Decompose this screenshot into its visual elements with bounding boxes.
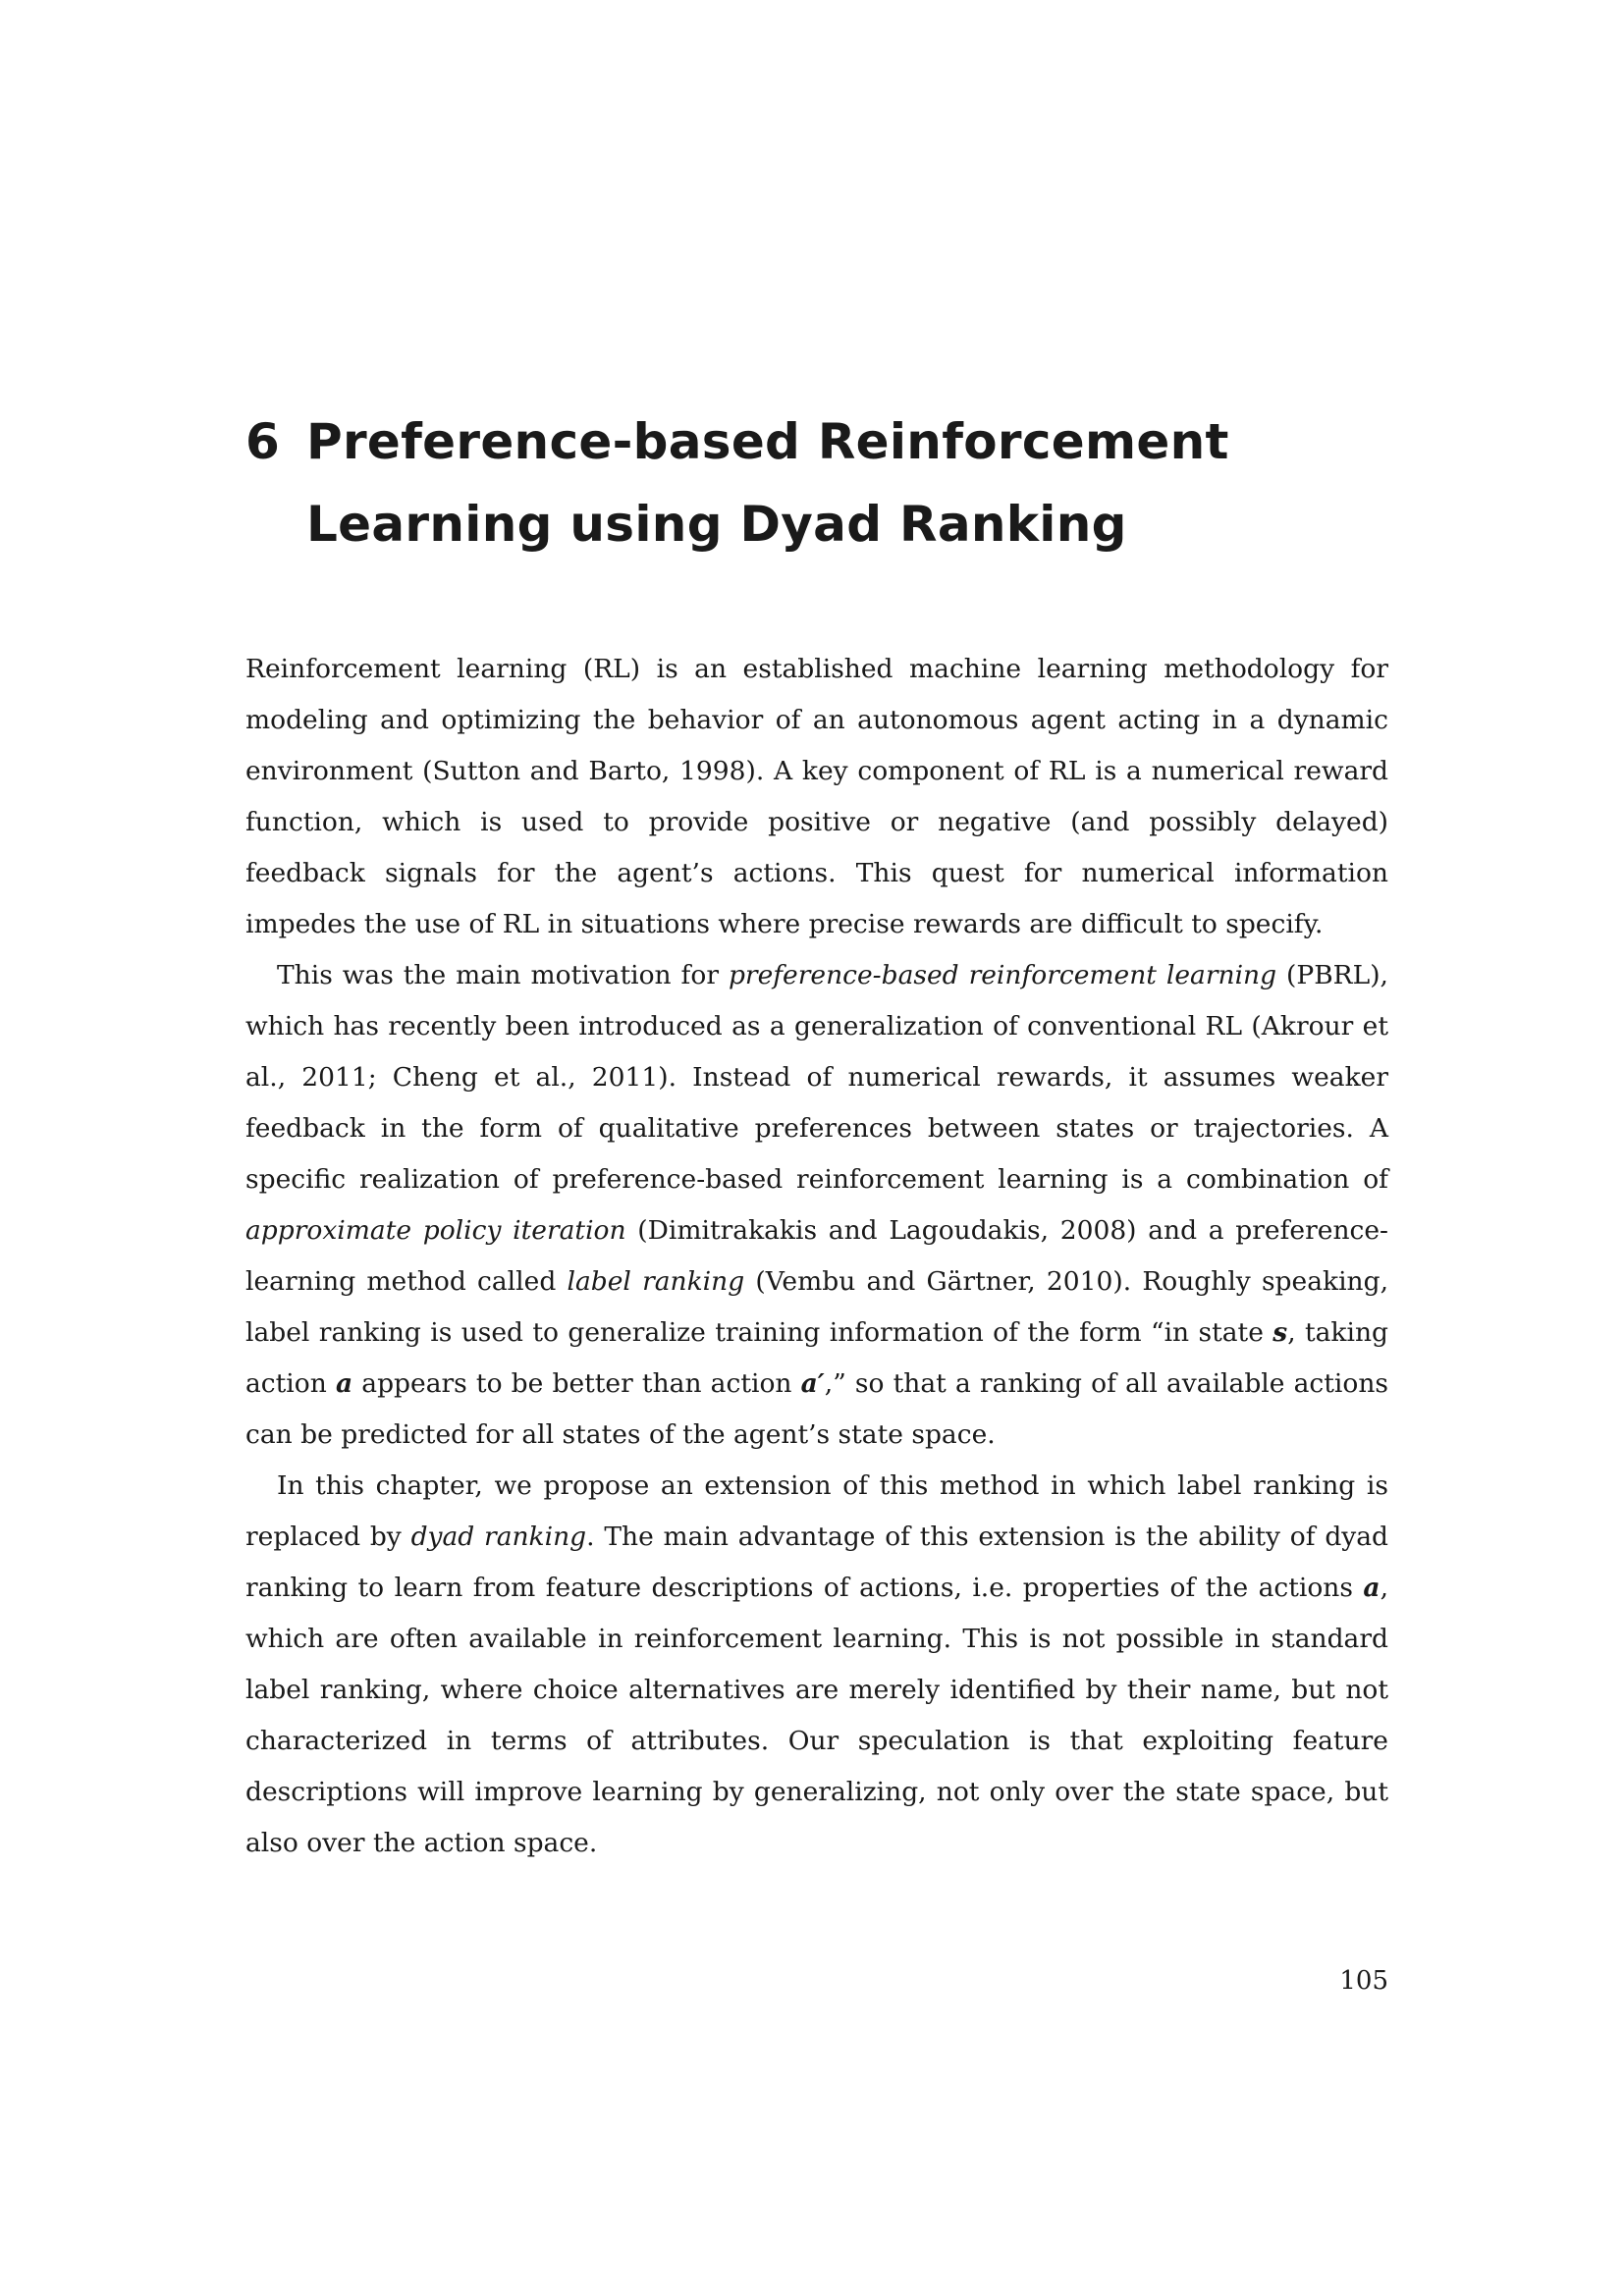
text-run: (Vembu and Gärtner, 2010). Roughly speaking, label ranking is used to generalize training information of the form “in state — [245, 1266, 1388, 1348]
text-run: This was the main motivation for — [277, 960, 729, 990]
text-run: (Dimitrakakis and Lagoudakis, 2008) and a preference-learning method called — [245, 1215, 1389, 1297]
emphasis-term: dyad ranking — [410, 1522, 587, 1552]
emphasis-term: approximate policy iteration — [245, 1215, 626, 1246]
page — [245, 0, 1388, 2296]
paragraph-extension — [245, 1461, 1388, 1869]
text-run: (PBRL), which has recently been introduced as a generalization of conventional RL (Akrour et al., 2011; Cheng et al., 2011). Instead of numerical rewards, it assumes weaker feedback in the form of qualitative preferences between states or trajectories. A specific realization of preference-based reinforcement learning is a combination of — [245, 960, 1388, 1195]
text-run: , taking action — [245, 1317, 1389, 1399]
math-symbol: a — [335, 1368, 353, 1399]
math-symbol: s — [1272, 1317, 1288, 1348]
text-run: ,” so that a ranking of all available actions can be predicted for all states of the agent’s state space. — [245, 1368, 1388, 1450]
text-run: . The main advantage of this extension is the ability of dyad ranking to learn from feature descriptions of actions, i.e. properties of the actions — [245, 1522, 1389, 1603]
emphasis-term: preference-based reinforcement learning — [728, 960, 1277, 990]
paragraph-intro: Reinforcement learning (RL) is an established machine learning methodology for modeling and optimizing the behavior of an autonomous agent acting in a dynamic environment (Sutton and Barto, 1998). A key component of RL is a numerical reward function, which is used to provide positive or negative (and possibly delayed) feedback signals for the agent’s actions. This quest for numerical information impedes the use of RL in situations where precise rewards are difficult to specify. — [245, 654, 1388, 939]
emphasis-term: label ranking — [567, 1266, 745, 1297]
chapter-number: 6 — [245, 413, 281, 470]
chapter-body — [245, 644, 1388, 1869]
math-symbol: a′ — [800, 1368, 825, 1399]
text-run: In this chapter, we propose an extension of this method in which label ranking is replaced by — [245, 1470, 1388, 1552]
math-symbol: a — [1363, 1573, 1380, 1603]
page-number: 105 — [1339, 1966, 1388, 1996]
chapter-heading — [245, 400, 1388, 565]
text-run: appears to be better than action — [352, 1368, 801, 1399]
text-run: , which are often available in reinforcement learning. This is not possible in standard label ranking, where choice alternatives are merely identified by their name, but not characterized in terms of attributes. Our speculation is that exploiting feature descriptions will improve learning by generalizing, not only over the state space, but also over the action space. — [245, 1573, 1388, 1858]
paragraph-pbrl — [245, 950, 1388, 1461]
chapter-title: Preference-based Reinforcement Learning using Dyad Ranking — [306, 413, 1229, 553]
